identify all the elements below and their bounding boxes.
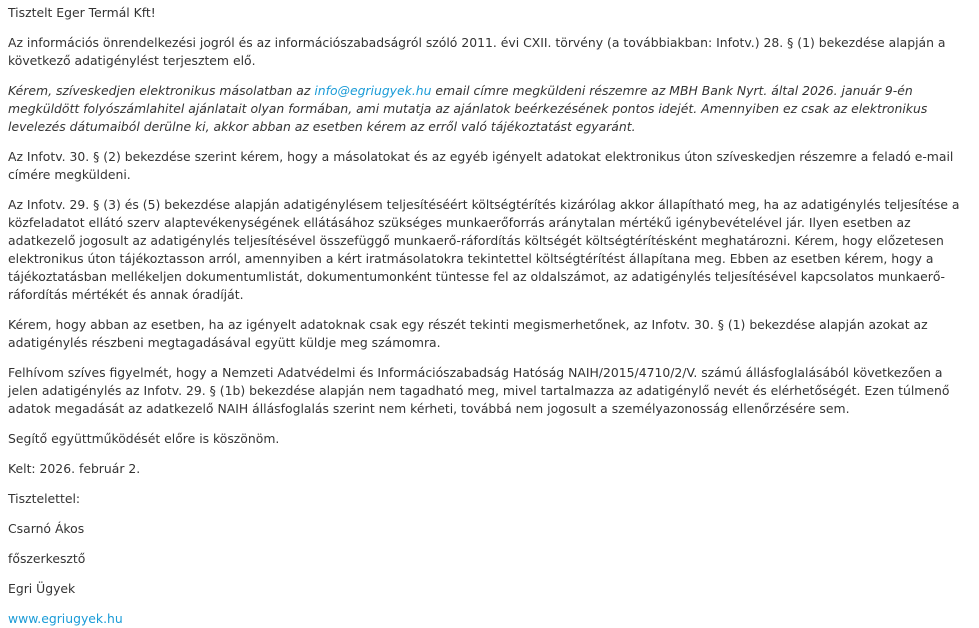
greeting: Tisztelt Eger Termál Kft!	[8, 5, 156, 20]
request-text-before: Kérem, szíveskedjen elektronikus másolatban az	[8, 83, 315, 98]
request-paragraph	[8, 82, 973, 136]
intro-paragraph: Az információs önrendelkezési jogról és az információszabadságról szóló 2011. évi CXII. törvény (a továbbiakban: Infotv.) 28. § (1) bekezdése alapján a következő adatigénylést terjesztem elő.	[8, 35, 946, 68]
naih-paragraph: Felhívom szíves figyelmét, hogy a Nemzeti Adatvédelmi és Információszabadság Hatóság NAIH/2015/4710/2/V. számú állásfoglalásából következően a jelen adatigénylés az Infotv. 29. § (1b) bekezdése alapján nem tagadható meg, mivel tartalmazza az adatigénylő nevét és elérhetőségét. Ezen túlmenő adatok megadását az adatkezelő NAIH állásfoglalás szerint nem kérheti, továbbá nem jogosult a személyazonosság ellenőrzésére sem.	[8, 365, 950, 416]
partial-refusal-paragraph: Kérem, hogy abban az esetben, ha az igényelt adatoknak csak egy részét tekinti megismerhetőnek, az Infotv. 30. § (1) bekezdése alapján azokat az adatigénylés részbeni megtagadásával együtt küldje meg számomra.	[8, 317, 928, 350]
signer-title: főszerkesztő	[8, 551, 86, 566]
closing-line: Tisztelettel:	[8, 491, 81, 506]
website-link[interactable]: www.egriugyek.hu	[8, 611, 123, 626]
organization-name: Egri Ügyek	[8, 581, 76, 596]
cost-paragraph: Az Infotv. 29. § (3) és (5) bekezdése alapján adatigénylésem teljesítéséért költségtérítés kizárólag akkor állapítható meg, ha az adatigénylés teljesítése a közfeladatot ellátó szerv alaptevékenységének ellátásához szükséges munkaerőforrás aránytalan mértékű igénybevételével jár. Ilyen esetben az adatkezelő jogosult az adatigénylés teljesítésével összefüggő munkaerő-ráfordítás költségét költségtérítésként meghatározni. Kérem, hogy előzetesen elektronikus úton tájékoztasson arról, amennyiben a kért iratmásolatokra tekintettel költségtérítést állapítana meg. Ebben az esetben kérem, hogy a tájékoztatásban mellékeljen dokumentumlistát, dokumentumonként tüntesse fel az oldalszámot, az adatigénylés teljesítésével kapcsolatos munkaerő-ráfordítás mértékét és annak óradíját.	[8, 197, 960, 302]
date-line: Kelt: 2026. február 2.	[8, 461, 141, 476]
signer-name: Csarnó Ákos	[8, 521, 85, 536]
email-link[interactable]: info@egriugyek.hu	[314, 83, 432, 98]
request-text-after: email címre megküldeni részemre az MBH Bank Nyrt. által 2026. január 9-én megküldött folyószámlahitel ajánlatait olyan formában, ami mutatja az ajánlatok beérkezésének pontos idejét. Amennyiben ez csak az elektronikus levelezés dátumaiból derülne ki, akkor abban az esetben kérem az erről való tájékoztatást egyaránt.	[8, 83, 928, 134]
thanks-line: Segítő együttműködését előre is köszönöm.	[8, 431, 280, 446]
electronic-delivery-paragraph: Az Infotv. 30. § (2) bekezdése szerint kérem, hogy a másolatokat és az egyéb igényelt adatokat elektronikus úton szíveskedjen részemre a feladó e-mail címére megküldeni.	[8, 149, 954, 182]
